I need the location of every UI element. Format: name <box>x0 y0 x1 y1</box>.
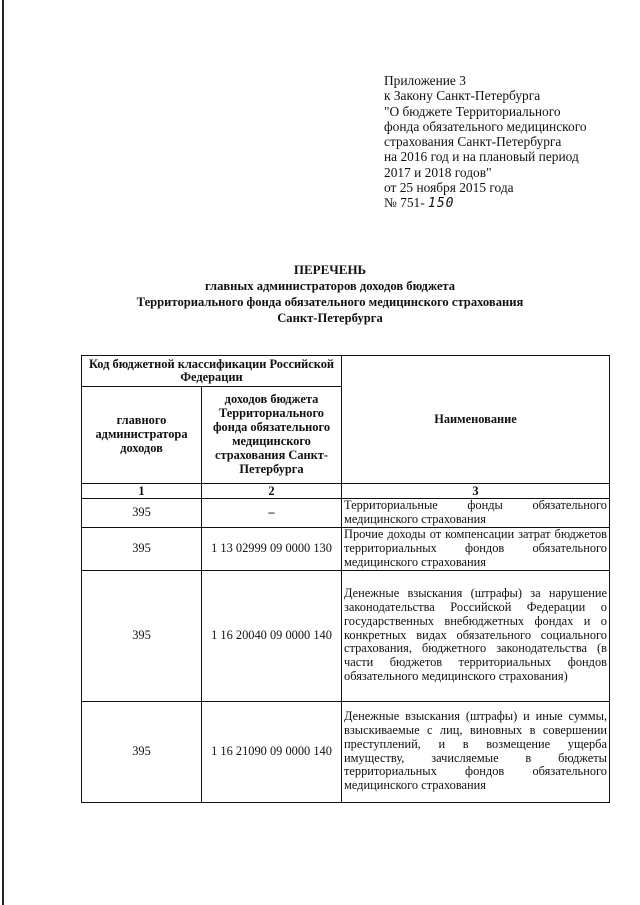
column-number: 2 <box>202 484 342 499</box>
revenue-code-cell: – <box>202 499 342 528</box>
admin-code-cell: 395 <box>82 499 202 528</box>
column-number: 1 <box>82 484 202 499</box>
revenue-name-cell: Территориальные фонды обязательного медицинского страхования <box>342 499 610 528</box>
law-number <box>384 195 587 211</box>
administrators-table <box>81 355 610 803</box>
annex-header <box>384 73 587 212</box>
revenue-name-cell: Денежные взыскания (штрафы) за нарушение законодательства Российской Федерации о государственных внебюджетных фондах и о конкретных видах обязательного социального страхования, бюджетного законодательства (в части бюджетов территориальных фондов обязательного медицинского страхования) <box>342 570 610 701</box>
annex-line: на 2016 год и на плановый период <box>384 149 579 165</box>
table-row <box>82 701 610 802</box>
revenue-code-cell: 1 16 20040 09 0000 140 <box>202 570 342 701</box>
header-revenue-code: доходов бюджета Территориального фонда обязательного медицинского страхования Санкт-Петербурга <box>202 387 342 484</box>
law-number-handwritten: 150 <box>428 196 455 212</box>
table-row <box>82 570 610 701</box>
admin-code-cell: 395 <box>82 570 202 701</box>
header-name: Наименование <box>342 356 610 484</box>
annex-line: от 25 ноября 2015 года <box>384 180 514 196</box>
revenue-name-cell: Прочие доходы от компенсации затрат бюджетов территориальных фондов обязательного медицинского страхования <box>342 527 610 570</box>
header-budget-classification: Код бюджетной классификации Российской Федерации <box>82 356 342 387</box>
annex-line: 2017 и 2018 годов" <box>384 164 492 180</box>
title-heading: ПЕРЕЧЕНЬ <box>293 262 367 277</box>
table-row <box>82 527 610 570</box>
annex-line: фонда обязательного медицинского <box>384 118 587 134</box>
admin-code-cell: 395 <box>82 527 202 570</box>
annex-line: Приложение 3 <box>384 73 466 88</box>
annex-line: "О бюджете Территориального <box>384 103 561 119</box>
revenue-name-cell: Денежные взыскания (штрафы) и иные суммы, взыскиваемые с лиц, виновных в совершении преступлений, и в возмещение ущерба имуществу, зачисляемые в бюджеты территориальных фондов обязательного медицинского страхования <box>342 701 610 802</box>
admin-code-cell: 395 <box>82 701 202 802</box>
title-line-1: главных администраторов доходов бюджета <box>204 279 456 293</box>
table-row <box>82 499 610 528</box>
header-admin: главного администратора доходов <box>82 387 202 484</box>
law-number-prefix: № 751- <box>384 195 425 211</box>
column-number-row <box>82 484 610 499</box>
title-line-2: Территориального фонда обязательного медицинского страхования <box>136 295 524 309</box>
table-header-row <box>82 356 610 387</box>
annex-line: к Закону Санкт-Петербурга <box>384 88 541 104</box>
annex-line: страхования Санкт-Петербурга <box>384 134 562 150</box>
revenue-code-cell: 1 13 02999 09 0000 130 <box>202 527 342 570</box>
revenue-code-cell: 1 16 21090 09 0000 140 <box>202 701 342 802</box>
scan-edge-line <box>2 0 4 905</box>
column-number: 3 <box>342 484 610 499</box>
document-title <box>70 262 590 326</box>
title-line-3: Санкт-Петербурга <box>277 311 383 325</box>
